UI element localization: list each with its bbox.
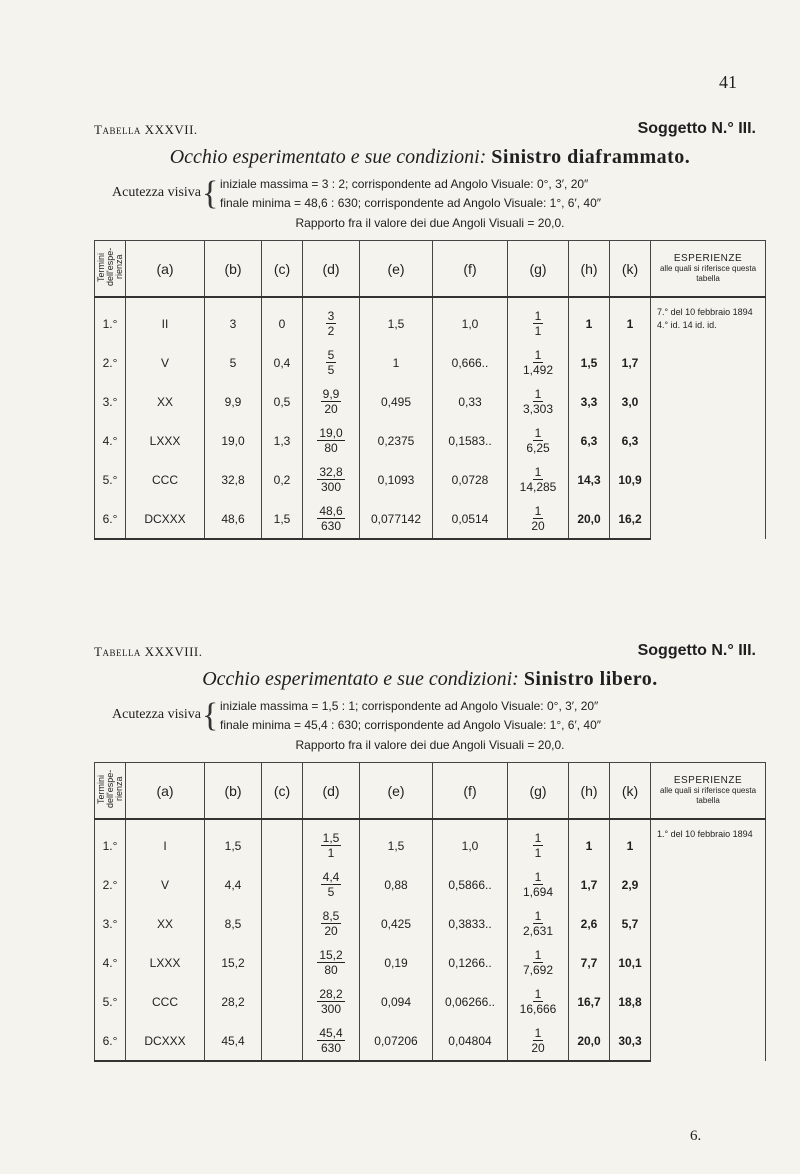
cell-t: 3.° xyxy=(95,904,126,943)
cell-c xyxy=(262,819,303,865)
header-d: (d) xyxy=(303,241,360,298)
cell-k: 10,1 xyxy=(610,943,651,982)
fraction-denominator: 5 xyxy=(327,363,335,377)
cell-d xyxy=(303,460,360,499)
fraction xyxy=(533,309,544,338)
cell-a: V xyxy=(126,343,205,382)
cell-d xyxy=(303,943,360,982)
fraction-numerator: 1 xyxy=(534,426,542,440)
cell-f: 0,04804 xyxy=(433,1021,508,1061)
cell-e: 1,5 xyxy=(360,297,433,343)
fraction xyxy=(317,504,344,533)
cell-c: 0,2 xyxy=(262,460,303,499)
cell-g xyxy=(508,421,569,460)
fraction-denominator: 630 xyxy=(320,519,341,533)
acutezza-iniziale: iniziale massima = 1,5 : 1; corrispondente ad Angolo Visuale: 0°, 3′, 20″ xyxy=(220,699,599,713)
cell-c xyxy=(262,943,303,982)
fraction-denominator: 20 xyxy=(324,924,338,938)
fraction-denominator: 80 xyxy=(324,963,338,977)
fraction-numerator: 1 xyxy=(534,387,542,401)
header-e: (e) xyxy=(360,763,433,820)
cell-b: 19,0 xyxy=(205,421,262,460)
cell-f: 0,0514 xyxy=(433,499,508,539)
header-g: (g) xyxy=(508,241,569,298)
cell-g xyxy=(508,819,569,865)
cell-t: 1.° xyxy=(95,819,126,865)
fraction-numerator: 1 xyxy=(534,348,542,362)
cell-d xyxy=(303,865,360,904)
fraction xyxy=(533,831,544,860)
cell-a: V xyxy=(126,865,205,904)
acutezza-label: Acutezza visiva xyxy=(112,185,202,200)
cell-g xyxy=(508,297,569,343)
fraction-denominator: 3,303 xyxy=(522,402,554,416)
cell-g xyxy=(508,1021,569,1061)
cell-a: CCC xyxy=(126,982,205,1021)
fraction-numerator: 32,8 xyxy=(319,465,343,479)
fraction xyxy=(520,987,557,1016)
cell-e: 1,5 xyxy=(360,819,433,865)
cell-f: 0,0728 xyxy=(433,460,508,499)
fraction-denominator: 300 xyxy=(320,480,341,494)
header-d: (d) xyxy=(303,763,360,820)
cell-f: 0,3833.. xyxy=(433,904,508,943)
fraction-denominator: 1 xyxy=(534,846,542,860)
cell-a: LXXX xyxy=(126,943,205,982)
fraction-numerator: 45,4 xyxy=(319,1026,343,1040)
cell-b: 9,9 xyxy=(205,382,262,421)
cell-c xyxy=(262,982,303,1021)
cell-h: 6,3 xyxy=(569,421,610,460)
cell-k: 10,9 xyxy=(610,460,651,499)
cell-t: 5.° xyxy=(95,460,126,499)
rapporto-text: Rapporto fra il valore dei due Angoli Visuali = 20,0. xyxy=(295,738,565,752)
header-a: (a) xyxy=(126,241,205,298)
cell-k: 16,2 xyxy=(610,499,651,539)
cell-b: 1,5 xyxy=(205,819,262,865)
fraction xyxy=(520,465,557,494)
data-table xyxy=(94,240,766,540)
table-body xyxy=(95,297,766,539)
cell-e: 0,19 xyxy=(360,943,433,982)
title-bold: Sinistro libero. xyxy=(523,668,658,690)
cell-e: 0,88 xyxy=(360,865,433,904)
cell-t: 4.° xyxy=(95,421,126,460)
fraction-denominator: 7,692 xyxy=(522,963,554,977)
fraction xyxy=(326,309,337,338)
cell-h: 2,6 xyxy=(569,904,610,943)
header-c: (c) xyxy=(262,763,303,820)
cell-g xyxy=(508,343,569,382)
fraction-denominator: 1,492 xyxy=(522,363,554,377)
cell-c xyxy=(262,904,303,943)
cell-b: 45,4 xyxy=(205,1021,262,1061)
header-g: (g) xyxy=(508,763,569,820)
cell-k: 1 xyxy=(610,297,651,343)
cell-g xyxy=(508,382,569,421)
fraction-numerator: 4,4 xyxy=(322,870,340,884)
fraction xyxy=(321,387,342,416)
header-esperienze: ESPERIENZE alle quali si riferisce questa tabella xyxy=(651,241,766,298)
fraction xyxy=(317,426,344,455)
fraction-numerator: 9,9 xyxy=(322,387,340,401)
fraction xyxy=(317,987,344,1016)
cell-k: 18,8 xyxy=(610,982,651,1021)
cell-a: DCXXX xyxy=(126,1021,205,1061)
header-termini: Termini dell'espe-rienza xyxy=(95,763,126,820)
cell-a: II xyxy=(126,297,205,343)
fraction-numerator: 1 xyxy=(534,870,542,884)
cell-a: DCXXX xyxy=(126,499,205,539)
fraction-denominator: 16,666 xyxy=(519,1002,557,1016)
cell-f: 1,0 xyxy=(433,819,508,865)
cell-d xyxy=(303,499,360,539)
header-k: (k) xyxy=(610,763,651,820)
cell-t: 2.° xyxy=(95,343,126,382)
cell-a: CCC xyxy=(126,460,205,499)
acutezza-lines xyxy=(220,175,601,213)
acutezza-lines xyxy=(220,697,601,735)
cell-e: 0,1093 xyxy=(360,460,433,499)
cell-c: 0,4 xyxy=(262,343,303,382)
table-title xyxy=(94,146,766,169)
cell-t: 6.° xyxy=(95,499,126,539)
fraction-denominator: 20 xyxy=(531,1041,545,1055)
fraction xyxy=(531,1026,544,1055)
cell-a: I xyxy=(126,819,205,865)
cell-t: 4.° xyxy=(95,943,126,982)
fraction xyxy=(523,948,553,977)
cell-d xyxy=(303,1021,360,1061)
cell-h: 1,7 xyxy=(569,865,610,904)
header-h: (h) xyxy=(569,763,610,820)
cell-d xyxy=(303,421,360,460)
subject-label: Soggetto N.° III. xyxy=(637,120,756,137)
cell-k: 1 xyxy=(610,819,651,865)
esperienza-line: 7.° del 10 febbraio 1894 xyxy=(657,307,753,317)
cell-e: 1 xyxy=(360,343,433,382)
title-italic: Occhio esperimentato e sue condizioni: xyxy=(202,668,519,690)
cell-t: 2.° xyxy=(95,865,126,904)
table-title xyxy=(94,668,766,691)
fraction-denominator: 300 xyxy=(320,1002,341,1016)
table-label: Tabella XXXVIII. xyxy=(94,644,203,659)
header-f: (f) xyxy=(433,241,508,298)
brace-glyph: { xyxy=(202,175,219,212)
fraction xyxy=(526,426,549,455)
table-body xyxy=(95,819,766,1061)
table-header xyxy=(94,120,766,142)
cell-k: 5,7 xyxy=(610,904,651,943)
cell-b: 5 xyxy=(205,343,262,382)
cell-k: 30,3 xyxy=(610,1021,651,1061)
header-f: (f) xyxy=(433,763,508,820)
fraction xyxy=(523,870,553,899)
esperienza-line: 4.° id. 14 id. id. xyxy=(657,320,717,330)
acutezza-label: Acutezza visiva xyxy=(112,707,202,722)
cell-a: LXXX xyxy=(126,421,205,460)
fraction xyxy=(531,504,544,533)
cell-e: 0,094 xyxy=(360,982,433,1021)
acutezza-finale: finale minima = 48,6 : 630; corrispondente ad Angolo Visuale: 1°, 6′, 40″ xyxy=(220,196,601,210)
fraction-denominator: 20 xyxy=(531,519,545,533)
title-bold: Sinistro diaframmato. xyxy=(491,146,691,168)
cell-t: 6.° xyxy=(95,1021,126,1061)
header-b: (b) xyxy=(205,763,262,820)
cell-esperienze xyxy=(651,819,766,1061)
cell-e: 0,077142 xyxy=(360,499,433,539)
cell-t: 5.° xyxy=(95,982,126,1021)
data-table xyxy=(94,762,766,1062)
fraction-denominator: 80 xyxy=(324,441,338,455)
cell-k: 2,9 xyxy=(610,865,651,904)
cell-f: 0,666.. xyxy=(433,343,508,382)
acutezza-finale: finale minima = 45,4 : 630; corrispondente ad Angolo Visuale: 1°, 6′, 40″ xyxy=(220,718,601,732)
fraction xyxy=(317,465,344,494)
table-row xyxy=(95,819,766,865)
cell-g xyxy=(508,499,569,539)
fraction-numerator: 1 xyxy=(534,465,542,479)
cell-b: 3 xyxy=(205,297,262,343)
fraction xyxy=(326,348,337,377)
table-label: Tabella XXXVII. xyxy=(94,122,198,137)
header-a: (a) xyxy=(126,763,205,820)
fraction-numerator: 1 xyxy=(534,909,542,923)
cell-a: XX xyxy=(126,904,205,943)
cell-k: 1,7 xyxy=(610,343,651,382)
cell-t: 3.° xyxy=(95,382,126,421)
fraction-numerator: 1 xyxy=(534,309,542,323)
fraction-numerator: 3 xyxy=(327,309,335,323)
fraction xyxy=(523,909,553,938)
acutezza-iniziale: iniziale massima = 3 : 2; corrispondente ad Angolo Visuale: 0°, 3′, 20″ xyxy=(220,177,589,191)
cell-c: 1,5 xyxy=(262,499,303,539)
fraction-denominator: 2 xyxy=(327,324,335,338)
fraction-numerator: 5 xyxy=(327,348,335,362)
fraction-numerator: 1 xyxy=(534,1026,542,1040)
fraction-denominator: 1 xyxy=(327,846,335,860)
rapporto-text: Rapporto fra il valore dei due Angoli Visuali = 20,0. xyxy=(295,216,565,230)
cell-d xyxy=(303,819,360,865)
footer-mark: 6. xyxy=(690,1128,702,1144)
fraction xyxy=(321,870,342,899)
acutezza-block xyxy=(94,175,766,215)
header-termini: Termini dell'espe-rienza xyxy=(95,241,126,298)
cell-g xyxy=(508,865,569,904)
header-h: (h) xyxy=(569,241,610,298)
cell-h: 20,0 xyxy=(569,1021,610,1061)
fraction-denominator: 20 xyxy=(324,402,338,416)
fraction xyxy=(317,1026,344,1055)
fraction-numerator: 1 xyxy=(534,831,542,845)
fraction-denominator: 6,25 xyxy=(526,441,550,455)
cell-h: 1 xyxy=(569,819,610,865)
page-number: 41 xyxy=(719,72,737,92)
header-e: (e) xyxy=(360,241,433,298)
title-italic: Occhio esperimentato e sue condizioni: xyxy=(169,146,487,168)
cell-h: 20,0 xyxy=(569,499,610,539)
cell-c: 0 xyxy=(262,297,303,343)
fraction-numerator: 1 xyxy=(534,504,542,518)
cell-b: 8,5 xyxy=(205,904,262,943)
cell-t: 1.° xyxy=(95,297,126,343)
cell-g xyxy=(508,904,569,943)
fraction-numerator: 19,0 xyxy=(319,426,343,440)
cell-h: 7,7 xyxy=(569,943,610,982)
cell-b: 4,4 xyxy=(205,865,262,904)
cell-a: XX xyxy=(126,382,205,421)
cell-c: 1,3 xyxy=(262,421,303,460)
cell-h: 3,3 xyxy=(569,382,610,421)
fraction-numerator: 15,2 xyxy=(319,948,343,962)
header-b: (b) xyxy=(205,241,262,298)
cell-f: 1,0 xyxy=(433,297,508,343)
fraction-denominator: 2,631 xyxy=(522,924,554,938)
cell-k: 3,0 xyxy=(610,382,651,421)
table-block-xxxviii xyxy=(94,642,766,1062)
cell-c: 0,5 xyxy=(262,382,303,421)
header-c: (c) xyxy=(262,241,303,298)
cell-h: 1 xyxy=(569,297,610,343)
cell-f: 0,1583.. xyxy=(433,421,508,460)
cell-f: 0,06266.. xyxy=(433,982,508,1021)
cell-d xyxy=(303,982,360,1021)
fraction-denominator: 14,285 xyxy=(519,480,557,494)
cell-e: 0,07206 xyxy=(360,1021,433,1061)
cell-d xyxy=(303,343,360,382)
cell-d xyxy=(303,904,360,943)
header-k: (k) xyxy=(610,241,651,298)
table-block-xxxvii xyxy=(94,120,766,540)
cell-e: 0,2375 xyxy=(360,421,433,460)
cell-g xyxy=(508,943,569,982)
brace-glyph: { xyxy=(202,697,219,734)
cell-h: 16,7 xyxy=(569,982,610,1021)
table-row xyxy=(95,297,766,343)
fraction-numerator: 8,5 xyxy=(322,909,340,923)
header-esperienze: ESPERIENZE alle quali si riferisce questa tabella xyxy=(651,763,766,820)
acutezza-block xyxy=(94,697,766,737)
cell-c xyxy=(262,1021,303,1061)
cell-c xyxy=(262,865,303,904)
fraction-numerator: 1 xyxy=(534,987,542,1001)
cell-b: 28,2 xyxy=(205,982,262,1021)
fraction xyxy=(321,831,342,860)
fraction xyxy=(321,909,342,938)
fraction xyxy=(523,387,553,416)
table-header xyxy=(94,642,766,664)
fraction xyxy=(317,948,344,977)
fraction-denominator: 1 xyxy=(534,324,542,338)
cell-e: 0,425 xyxy=(360,904,433,943)
cell-h: 1,5 xyxy=(569,343,610,382)
cell-g xyxy=(508,982,569,1021)
fraction-numerator: 1 xyxy=(534,948,542,962)
cell-k: 6,3 xyxy=(610,421,651,460)
subject-label: Soggetto N.° III. xyxy=(637,642,756,659)
fraction xyxy=(523,348,553,377)
cell-h: 14,3 xyxy=(569,460,610,499)
cell-e: 0,495 xyxy=(360,382,433,421)
fraction-numerator: 28,2 xyxy=(319,987,343,1001)
fraction-numerator: 1,5 xyxy=(322,831,340,845)
fraction-denominator: 1,694 xyxy=(522,885,554,899)
cell-f: 0,5866.. xyxy=(433,865,508,904)
fraction-denominator: 5 xyxy=(327,885,335,899)
fraction-denominator: 630 xyxy=(320,1041,341,1055)
cell-f: 0,33 xyxy=(433,382,508,421)
cell-b: 32,8 xyxy=(205,460,262,499)
esperienza-line: 1.° del 10 febbraio 1894 xyxy=(657,829,753,839)
cell-d xyxy=(303,297,360,343)
cell-esperienze xyxy=(651,297,766,539)
cell-f: 0,1266.. xyxy=(433,943,508,982)
cell-g xyxy=(508,460,569,499)
cell-b: 15,2 xyxy=(205,943,262,982)
fraction-numerator: 48,6 xyxy=(319,504,343,518)
cell-b: 48,6 xyxy=(205,499,262,539)
cell-d xyxy=(303,382,360,421)
